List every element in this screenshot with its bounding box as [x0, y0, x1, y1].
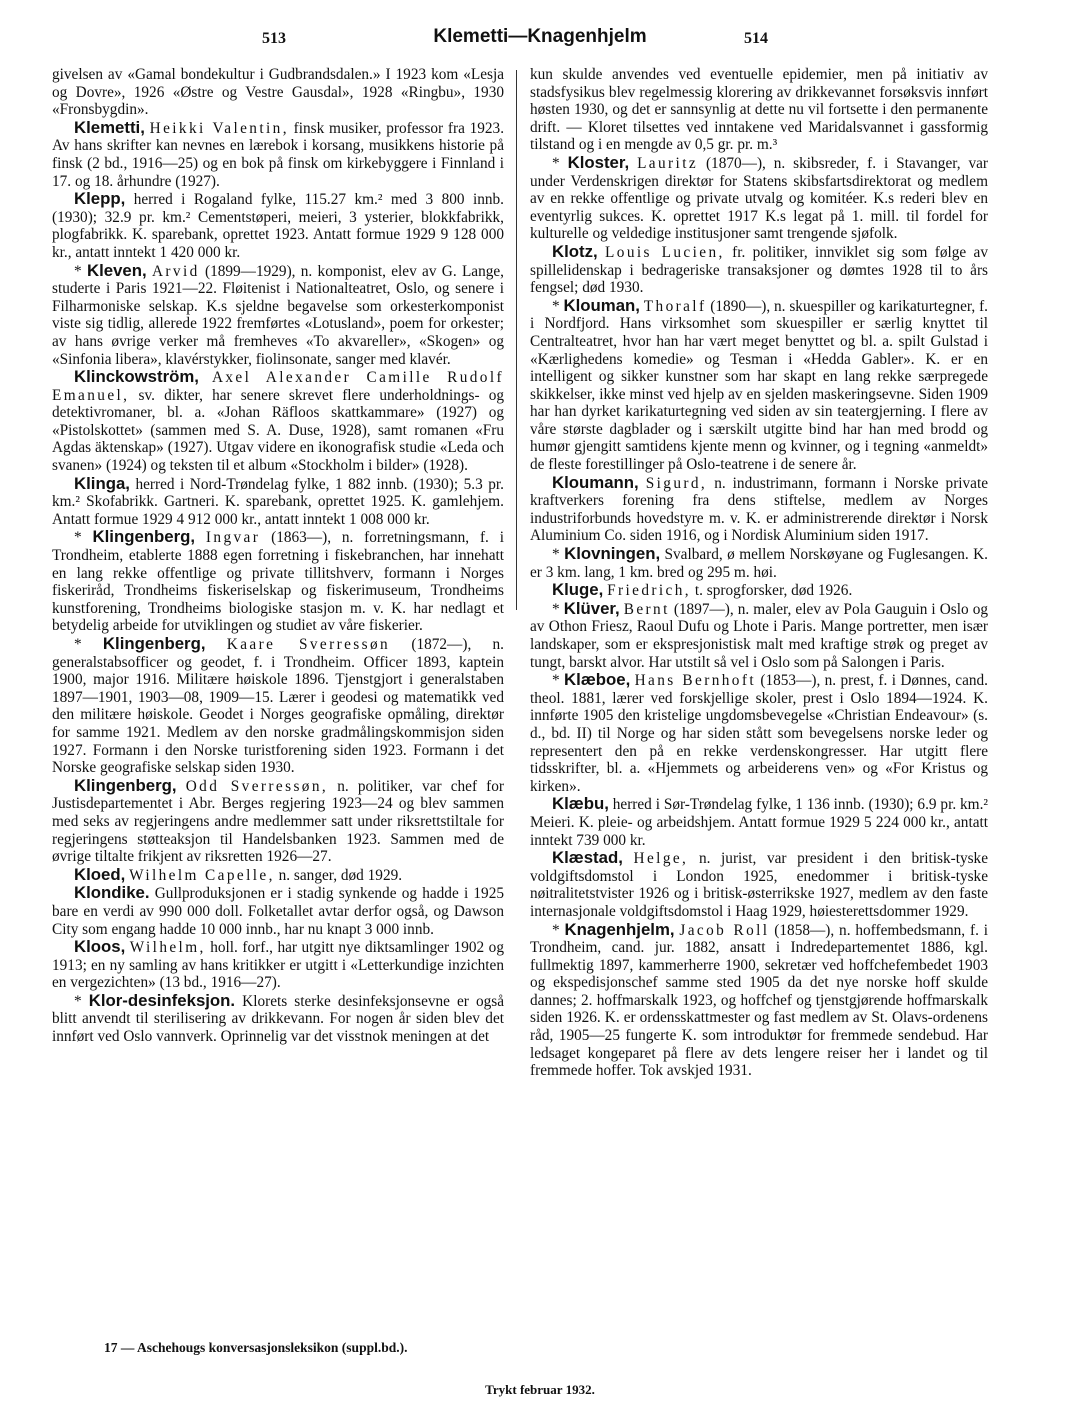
star-marker: * — [74, 529, 93, 547]
entry-kloos — [52, 938, 504, 992]
star-marker: * — [552, 921, 565, 939]
entry-text: n. sanger, død 1929. — [278, 866, 403, 884]
entry-kleven — [52, 262, 504, 369]
entry-klotz — [530, 243, 988, 297]
headword: Klingenberg, — [92, 527, 196, 547]
star-marker: * — [552, 297, 564, 315]
entry-kloster — [530, 154, 988, 243]
entry-name: Louis Lucien, — [605, 243, 725, 261]
star-marker: * — [552, 672, 565, 690]
entry-kluge — [530, 581, 988, 600]
entry-klingenberg-odd — [52, 777, 504, 866]
entry-name: Heikki Valentin, — [149, 119, 289, 137]
headword: Kloed, — [74, 864, 126, 884]
entry-klaebu — [530, 795, 988, 849]
column-divider — [516, 70, 517, 610]
headword: Knagenhjelm, — [564, 919, 675, 939]
entry-continuation: givelsen av «Gamal bondekultur i Gudbrandsdalen.» I 1923 kom «Lesja og Dovre», 1926 «Østre og Vestre Gausdal», 1928 «Ringbu», 1930 «Fronsbygdin». — [52, 66, 504, 119]
entry-klingenberg-ingvar — [52, 528, 504, 635]
page-number-right: 514 — [744, 30, 768, 47]
headword: Klotz, — [552, 241, 598, 261]
entry-text: sv. dikter, har senere skrevet flere underholdnings- og detektivromaner, bl. a. «Johan Räfloos skattkammare» (1927) og «Pistolskottet» (sammen med S. A. Duse, 1928), samt romanen «Fru Agdas äktenskap» (1927). Utgav videre en ikonografisk studie «Leda och svanen» (1924) og teksten til et album «Stockholm i bilder» (1928). — [52, 386, 504, 475]
headword: Klinckowström, — [74, 367, 199, 387]
entry-klemetti — [52, 119, 504, 190]
star-marker: * — [552, 600, 564, 618]
printed-date: Trykt februar 1932. — [485, 1382, 595, 1397]
page-number-left: 513 — [262, 30, 286, 47]
headword: Kloumann, — [552, 472, 639, 492]
headword: Klinga, — [74, 473, 130, 493]
entry-text: n. politiker, var chef for Justisdepartementet i Abr. Berges regjering 1923—24 og blev sammen med seks av regjeringens andre medlemmer satt under riksrettstiltale for regjeringens støtteaksjon til Handelsbanken 1923. Sammen med de øvrige tiltalte frikjent av riksretten 1926—27. — [52, 777, 505, 866]
entry-kloed — [52, 866, 504, 885]
entry-text: (1899—1929), n. komponist, elev av G. Lange, studerte i Paris 1921—22. Fløitenist i Nationalteatret, Oslo, og senere i Filharmoniske selskap. K.s sjeldne begavelse som orkesterkomponist viste sig tidlig, allerede 1922 fremførtes «Lotusland», poem for orkester; av hans øvrige verker må fremheves «To akvareller», «Skogen» og «Sinfonia libera», klavérstykker, fiolinsonate, sanger med klavér. — [52, 262, 505, 368]
entry-klepp — [52, 190, 504, 261]
star-marker: * — [552, 154, 568, 172]
entry-klovningen — [530, 545, 988, 581]
headword: Klæboe, — [564, 670, 631, 690]
entry-kloumann — [530, 474, 988, 545]
headword: Klondike. — [74, 883, 150, 903]
entry-name: Axel Alexander Camille Rudolf Emanuel, — [52, 369, 504, 404]
headword: Kloster, — [567, 152, 630, 172]
entry-text: (1858—), n. hoffembedsmann, f. i Trondheim, cand. jur. 1882, ansatt i Indredepartementet 1886, kgl. fullmektig 1897, kammerherre 1900, sekretær ved hoffchefembedet 1903 og ekspedisjonschef samme sted 1905 da det nye norske hoff skulde dannes; 2. hoffmarskalk 1923, og hoffchef og tjenstgjørende hoffmarskalk siden 1926. K. er ordensskattmester og fast medlem av St. Olavs-ordenens råd, 1905—25 fungerte K. som introduktør for fremmede sendebud. Har ledsaget kongeparet på flere av dets lengere reiser her i landet og til fremmede hoffer. Tok avskjed 1931. — [530, 921, 988, 1080]
headword: Kluge, — [552, 580, 604, 600]
entry-text: (1870—), n. skibsreder, f. i Stavanger, var under Verdenskrigen direktør for Statens skibsfartsdirektorat og medlem av en rekke offentlige og private utvalg og komitéer. K.s rederi blev en eventyrlig sukces. K. oprettet 1917 K.s legat på 1. mill. til fordel for kulturelle og veldedige institusjoner samt trengende sjøfolk. — [530, 154, 988, 243]
entry-name: Bernt — [623, 600, 670, 618]
entry-text: (1863—), n. forretningsmann, f. i Trondheim, etablerte 1888 egen forretning i fiskebranchen, har innehatt en lang rekke offentlige og private tillitshverv, formann i Norges fiskeriråd, Trondheims fiskeriselskap og fiskerimuseum, Trondheims kunstforening, Trondheims biologiske stasjon m. v. K. har nedlagt et betydelig arbeide for utviklingen og studiet av våre fiskerier. — [52, 529, 504, 635]
entry-text: (1897—), n. maler, elev av Pola Gauguin i Oslo og av Othon Friesz, Raoul Dufu og Lhote i Paris. Mange portretter, men især landskaper, som er ekspresjonistisk malt med kraftige strøk og preget av tungt, barskt alvor. Har utstilt så vel i Oslo som på Salongen i Paris. — [530, 600, 988, 671]
entry-klinga — [52, 475, 504, 529]
entry-text: (1872—), n. generalstabsofficer og geodet, f. i Trondheim. Officer 1893, kaptein 1900, major 1916. Militære høiskole 1896. Tjenstgjort i generalstaben 1897—1901, 1903—08, 1909—15. Lærer i geodesi og matematikk ved den militære høiskole. Geodet i Norges geografiske opmåling, direktør for samme 1921. Medlem av den norske gradmålingskommisjon siden 1927. Formann i den Norske turistforening siden 1923. Formann i det Norske geografiske selskap siden 1930. — [52, 636, 505, 777]
entry-text: herred i Sør-Trøndelag fylke, 1 136 innb. (1930); 6.9 pr. km.² Meieri. K. pleie- og arbeidshjem. Antatt formue 1929 5 224 000 kr., antatt inntekt 739 000 kr. — [530, 796, 988, 849]
entry-text: Klorets sterke desinfeksjonsevne er også blitt anvendt til sterilisering av drikkevann. For nogen år siden blev det innført ved Oslo vannverk. Oprinnelig var det visstnok meningen at det — [52, 992, 504, 1046]
entry-text: herred i Nord-Trøndelag fylke, 1 882 innb. (1930); 5.3 pr. km.² Skofabrikk. Gartneri. K. sparebank, oprettet 1925. K. gamlehjem. Antatt formue 1929 4 912 000 kr., antatt inntekt 1 008 000 kr. — [52, 475, 504, 528]
headword: Klingenberg, — [102, 634, 206, 653]
entry-name: Wilhelm, — [129, 939, 206, 957]
entry-name: Thoralf — [643, 297, 707, 315]
right-column — [530, 66, 988, 1080]
entry-name: Hans Bernhoft — [634, 672, 756, 690]
entry-klor-desinfeksjon — [52, 992, 504, 1046]
headword: Klæbu, — [552, 794, 609, 814]
entry-text: (1853—), n. prest, f. i Dønnes, cand. theol. 1881, lærer ved forskjellige skoler, prest i Oslo 1894—1924. K. innførte 1905 den kristelige ungdomsbevegelse «Christian Endeavour» (s. d., bd. II) til Norge og har siden stått som bevegelsens norske leder og representert den på en rekke verdenskongresser. Har utgitt flere tidsskrifter, bl. a. «Hjemmets og arbeiderens ven» og «For Kristus og kirken». — [530, 672, 988, 795]
headword: Klingenberg, — [74, 775, 177, 795]
entry-text: Svalbard, ø mellem Norskøyane og Fuglesangen. K. er 3 km. lang, 1 km. bred og 295 m. høi. — [530, 546, 988, 581]
entry-name: Friedrich, — [607, 582, 692, 600]
headword: Klepp, — [74, 189, 126, 209]
entry-continuation: kun skulde anvendes ved eventuelle epidemier, men på initiativ av stadsfysikus blev regelmessig klorering av drikkevannet forsøksvis innført høsten 1930, og det er sannsynlig at dette nu vil fortsette i den permanente drift. — Kloret tilsettes ved inntakene ved Maridalsvannet i gassformig tilstand og i en mengde av 0,5 gr. pr. m.³ — [530, 66, 988, 154]
entry-klinckowstrom — [52, 368, 504, 475]
entry-text: holl. forf., har utgitt nye diktsamlinger 1902 og 1913; en ny samling av hans kritikker er utgitt i «Letterkundige inzichten en vergezichten» (13 bd., 1916—27). — [52, 939, 504, 992]
entry-name: Odd Sverressøn, — [185, 777, 329, 795]
entry-text: n. industrimann, formann i Norske private kraftverkers forening fra dens stiftelse, medlem av Norges industriforbunds hovedstyre m. v. K. er administrerende direktør i Norsk Aluminium Co. siden 1916, og i Nordisk Aluminium siden 1917. — [530, 474, 989, 545]
headword: Kloos, — [74, 937, 126, 957]
entry-text: (1890—), n. skuespiller og karikaturtegner, f. i Nordfjord. Hans virksomhet som skuespiller er særlig knyttet til Centralteatret, hvor han har vært meget benyttet og bl. a. spilt Gulstad i «Kærlighedens komedie» og Tesman i «Hedda Gabler». K. er en intelligent og sikker kunstner som har skapt en lang rekke særpregede skikkelser, ikke minst ved hjelp av en sjelden maskeringsevne. Siden 1909 har han dyrket karikaturtegning ved siden av sin teatergjerning. I flere av våre største dagblader og i særskilt utgitte bind har han med brodd og humør gjengitt samtidens kjente menn og kvinner, og i tegning «anmeldt» de fleste forestillinger på Oslo-teatrene i de senere år. — [530, 297, 988, 474]
entry-klondike — [52, 884, 504, 938]
left-column — [52, 66, 504, 1046]
headword: Klüver, — [563, 598, 620, 618]
entry-name: Wilhelm Capelle, — [129, 866, 275, 884]
entry-klingenberg-kaare — [52, 635, 504, 777]
entry-name: Helge, — [633, 850, 689, 868]
star-marker: * — [74, 636, 103, 653]
entry-name: Jacob Roll — [679, 921, 770, 939]
entry-text: Gullproduksjonen er i stadig synkende og hadde i 1925 bare en verdi av 990 000 doll. Folketallet avtar derfor også, og Dawson City som engang hadde 10 000 innb., har nu knapt 3 000 innb. — [52, 885, 504, 938]
page-header — [0, 26, 1080, 54]
headword: Klor-desinfeksjon. — [88, 990, 236, 1010]
headword: Klovningen, — [564, 544, 661, 564]
entry-text: fr. politiker, innviklet sig som følge av spillelidenskap i bedrageriske transaksjoner og dømtes 1928 til to års fengsel; død 1930. — [530, 243, 988, 297]
entry-name: Kaare Sverressøn — [226, 636, 391, 653]
headword: Klouman, — [563, 295, 640, 315]
entry-klaeboe — [530, 671, 988, 795]
headword: Klæstad, — [552, 848, 623, 868]
headword: Klemetti, — [74, 117, 145, 137]
entry-name: Ingvar — [205, 529, 261, 547]
star-marker: * — [74, 262, 87, 280]
entry-klouman — [530, 297, 988, 474]
entry-text: n. jurist, var president i den britisk-tyske voldgiftsdomstol i London 1925, enedommer i britisk-tyske nøitralitetstvister 1926 og i britisk-østerrikske 1927, medlem av den faste internasjonale voldgiftsdomstol i Haag 1929, høiesterettsdommer 1929. — [530, 850, 988, 920]
entry-klaestad — [530, 849, 988, 920]
entry-text: herred i Rogaland fylke, 115.27 km.² med 3 800 innb. (1930); 32.9 pr. km.² Cementstøperi, meieri, 3 ysterier, blokkfabrikk, plogfabrikk. K. sparebank, oprettet 1923. Antatt formue 1929 9 128 000 kr., antatt inntekt 1 420 000 kr. — [52, 191, 504, 261]
entry-text: finsk musiker, professor fra 1923. Av hans skrifter kan nevnes en lærebok i korsang, musikkens historie på finsk (2 bd., 1916—25) og en bok på finsk om kirkebyggere i Finnland i 17. og 18. århundre (1927). — [52, 119, 505, 190]
entry-knagenhjelm — [530, 921, 988, 1080]
star-marker: * — [552, 546, 565, 564]
entry-name: Sigurd, — [645, 474, 708, 492]
headword: Kleven, — [86, 260, 147, 280]
entry-kluver — [530, 600, 988, 671]
entry-name: Lauritz — [637, 154, 699, 172]
entry-name: Arvid — [151, 262, 200, 280]
star-marker: * — [74, 992, 89, 1010]
running-title: Klemetti—Knagenhjelm — [433, 26, 647, 47]
entry-text: t. sprogforsker, død 1926. — [694, 582, 853, 600]
signature-line: 17 — Aschehougs konversasjonsleksikon (suppl.bd.). — [104, 1340, 408, 1355]
